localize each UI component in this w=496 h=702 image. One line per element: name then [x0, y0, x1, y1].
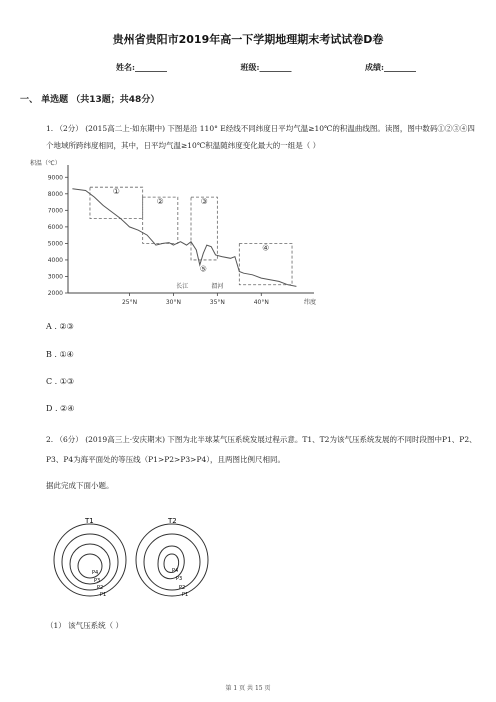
x-tick-label: 30°N — [165, 299, 181, 306]
page-title: 贵州省贵阳市2019年高一下学期地理期末考试试卷D卷 — [112, 33, 384, 46]
y-axis-title: 积温（℃） — [30, 160, 61, 167]
x-axis-title: 纬度 — [303, 299, 316, 306]
river-label-weihe: 渭河 — [211, 283, 224, 291]
t2-p2: P2 — [179, 585, 186, 591]
class-field: 班级:________ — [240, 62, 292, 72]
section-heading: 一、 单选题 （共13题；共48分） — [20, 95, 160, 105]
temperature-chart — [22, 157, 322, 311]
t2-p4: P4 — [172, 568, 179, 574]
x-tick-label: 25°N — [121, 299, 138, 306]
question-2-text: 2. （6分） (2019高三上·安庆期末) 下图为北半球某气压系统发展过程示意。T1、T2为该气压系统发展的不同时段图中P1、P2、P3、P4为海平面处的等压线（P1>P2>P3>P4），且两图比例尺相同。 — [46, 435, 477, 464]
t1-p4: P4 — [92, 570, 99, 576]
y-tick-label: 5000 — [47, 240, 63, 248]
isobar-svg — [52, 510, 212, 610]
region-boxes — [90, 187, 292, 290]
question-1-text: 1. （2分） (2015高二上·如东期中) 下图是沿 110° E经线不同纬度日平均气温≥10℃的积温曲线图。读图，图中数码①②③④四个地域所跨纬度相同，其中，日平均气温≥10℃积温随纬度变化最大的一组是（ ） — [46, 124, 475, 150]
t2-label: T2 — [168, 517, 177, 525]
t1-p2: P2 — [97, 585, 104, 591]
t1-p3: P3 — [94, 578, 101, 584]
y-tick-label: 9000 — [47, 174, 63, 182]
page-footer: 第 1 页 共 15 页 — [225, 685, 271, 692]
question-2-lead: 据此完成下面小题。 — [46, 481, 114, 490]
student-info — [116, 62, 416, 73]
q1-option-d[interactable]: D . ②④ — [46, 404, 75, 413]
x-axis — [68, 293, 316, 306]
region-marker: ① — [112, 187, 120, 197]
chart-svg — [22, 157, 322, 307]
q1-option-b[interactable]: B . ①④ — [46, 350, 74, 359]
y-tick-label: 8000 — [47, 190, 63, 198]
y-tick-label: 4000 — [47, 256, 63, 264]
t2-p1: P1 — [182, 592, 189, 598]
x-tick-label: 40°N — [253, 299, 269, 306]
score-field: 成绩:________ — [365, 62, 416, 72]
isobar-t2 — [136, 524, 208, 596]
x-tick-label: 35°N — [209, 299, 225, 306]
y-tick-label: 7000 — [47, 207, 63, 215]
y-tick-label: 6000 — [47, 223, 63, 231]
q1-option-a[interactable]: A . ②③ — [46, 322, 74, 331]
y-axis — [30, 159, 68, 297]
isobar-diagram — [52, 510, 212, 614]
y-tick-label: 3000 — [47, 273, 63, 281]
region-marker: ④ — [262, 243, 270, 253]
t2-p3: P3 — [176, 576, 183, 582]
t1-label: T1 — [85, 517, 94, 525]
name-field: 姓名:________ — [116, 62, 167, 72]
q1-option-c[interactable]: C . ①③ — [46, 377, 75, 386]
region-marker: ② — [156, 197, 164, 207]
y-tick-label: 2000 — [47, 290, 63, 297]
t1-p1: P1 — [100, 592, 107, 598]
subquestion-1: （1） 该气压系统（ ） — [46, 621, 124, 630]
isobar-t1 — [54, 524, 126, 596]
region-marker-5: ⑤ — [199, 264, 207, 274]
region-marker: ③ — [200, 197, 208, 207]
accumulated-temperature-curve — [72, 189, 296, 287]
river-label-yangtze: 长江 — [176, 283, 189, 291]
